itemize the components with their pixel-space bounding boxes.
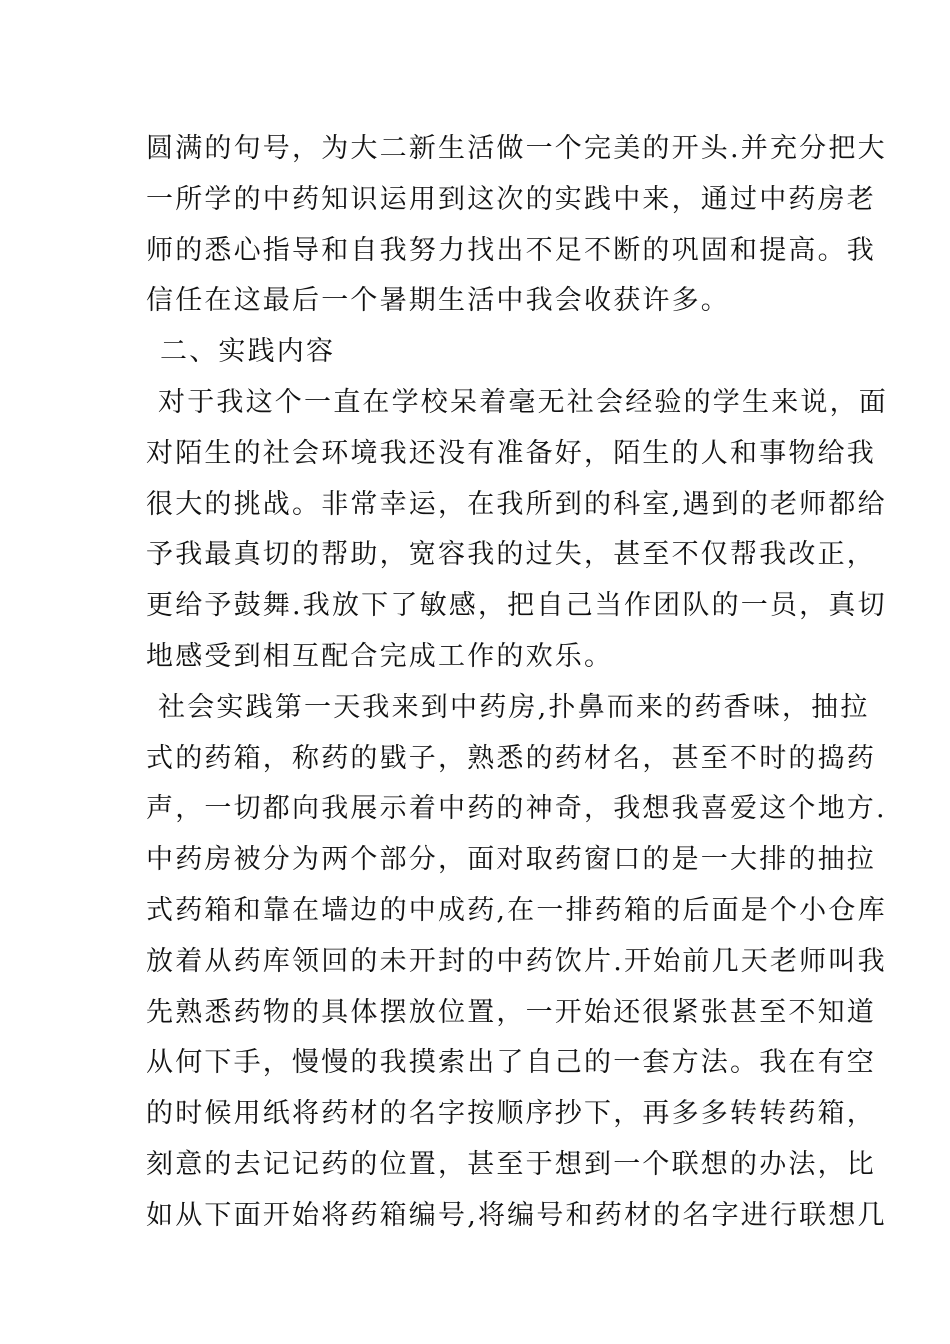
text-line: 先熟悉药物的具体摆放位置，一开始还很紧张甚至不知道: [146, 996, 876, 1028]
text-line: 信任在这最后一个暑期生活中我会收获许多。: [146, 285, 730, 317]
text-line: 的时候用纸将药材的名字按顺序抄下，再多多转转药箱，: [146, 1098, 876, 1130]
text-line: 刻意的去记记药的位置，甚至于想到一个联想的办法，比: [146, 1148, 876, 1180]
section-heading: 二、实践内容: [160, 336, 336, 368]
text-line: 师的悉心指导和自我努力找出不足不断的巩固和提高。我: [146, 234, 876, 266]
text-line: 一所学的中药知识运用到这次的实践中来，通过中药房老: [146, 183, 876, 215]
text-line: 地感受到相互配合完成工作的欢乐。: [146, 640, 614, 672]
text-line: 式的药箱，称药的戥子，熟悉的药材名，甚至不时的捣药: [146, 742, 876, 774]
text-line: 从何下手，慢慢的我摸索出了自己的一套方法。我在有空: [146, 1047, 876, 1079]
document-body: [146, 124, 888, 1242]
text-line: 更给予鼓舞.我放下了敏感，把自己当作团队的一员，真切: [146, 590, 887, 622]
paragraph-start-line: 社会实践第一天我来到中药房,扑鼻而来的药香味，抽拉: [158, 691, 870, 723]
text-line: 圆满的句号，为大二新生活做一个完美的开头.并充分把大: [146, 133, 887, 164]
text-line: 声，一切都向我展示着中药的神奇，我想我喜爱这个地方.: [146, 793, 887, 825]
text-line: 予我最真切的帮助，宽容我的过失，甚至不仅帮我改正，: [146, 539, 876, 571]
text-line: 中药房被分为两个部分，面对取药窗口的是一大排的抽拉: [146, 844, 876, 876]
text-line: 如从下面开始将药箱编号,将编号和药材的名字进行联想几: [146, 1199, 887, 1231]
text-line: 式药箱和靠在墙边的中成药,在一排药箱的后面是个小仓库: [146, 894, 887, 926]
text-line: 很大的挑战。非常幸运，在我所到的科室,遇到的老师都给: [146, 488, 887, 520]
text-line: 放着从药库领回的未开封的中药饮片.开始前几天老师叫我: [146, 945, 887, 977]
text-line: 对陌生的社会环境我还没有准备好，陌生的人和事物给我: [146, 437, 876, 469]
paragraph-start-line: 对于我这个一直在学校呆着毫无社会经验的学生来说，面: [158, 386, 888, 418]
